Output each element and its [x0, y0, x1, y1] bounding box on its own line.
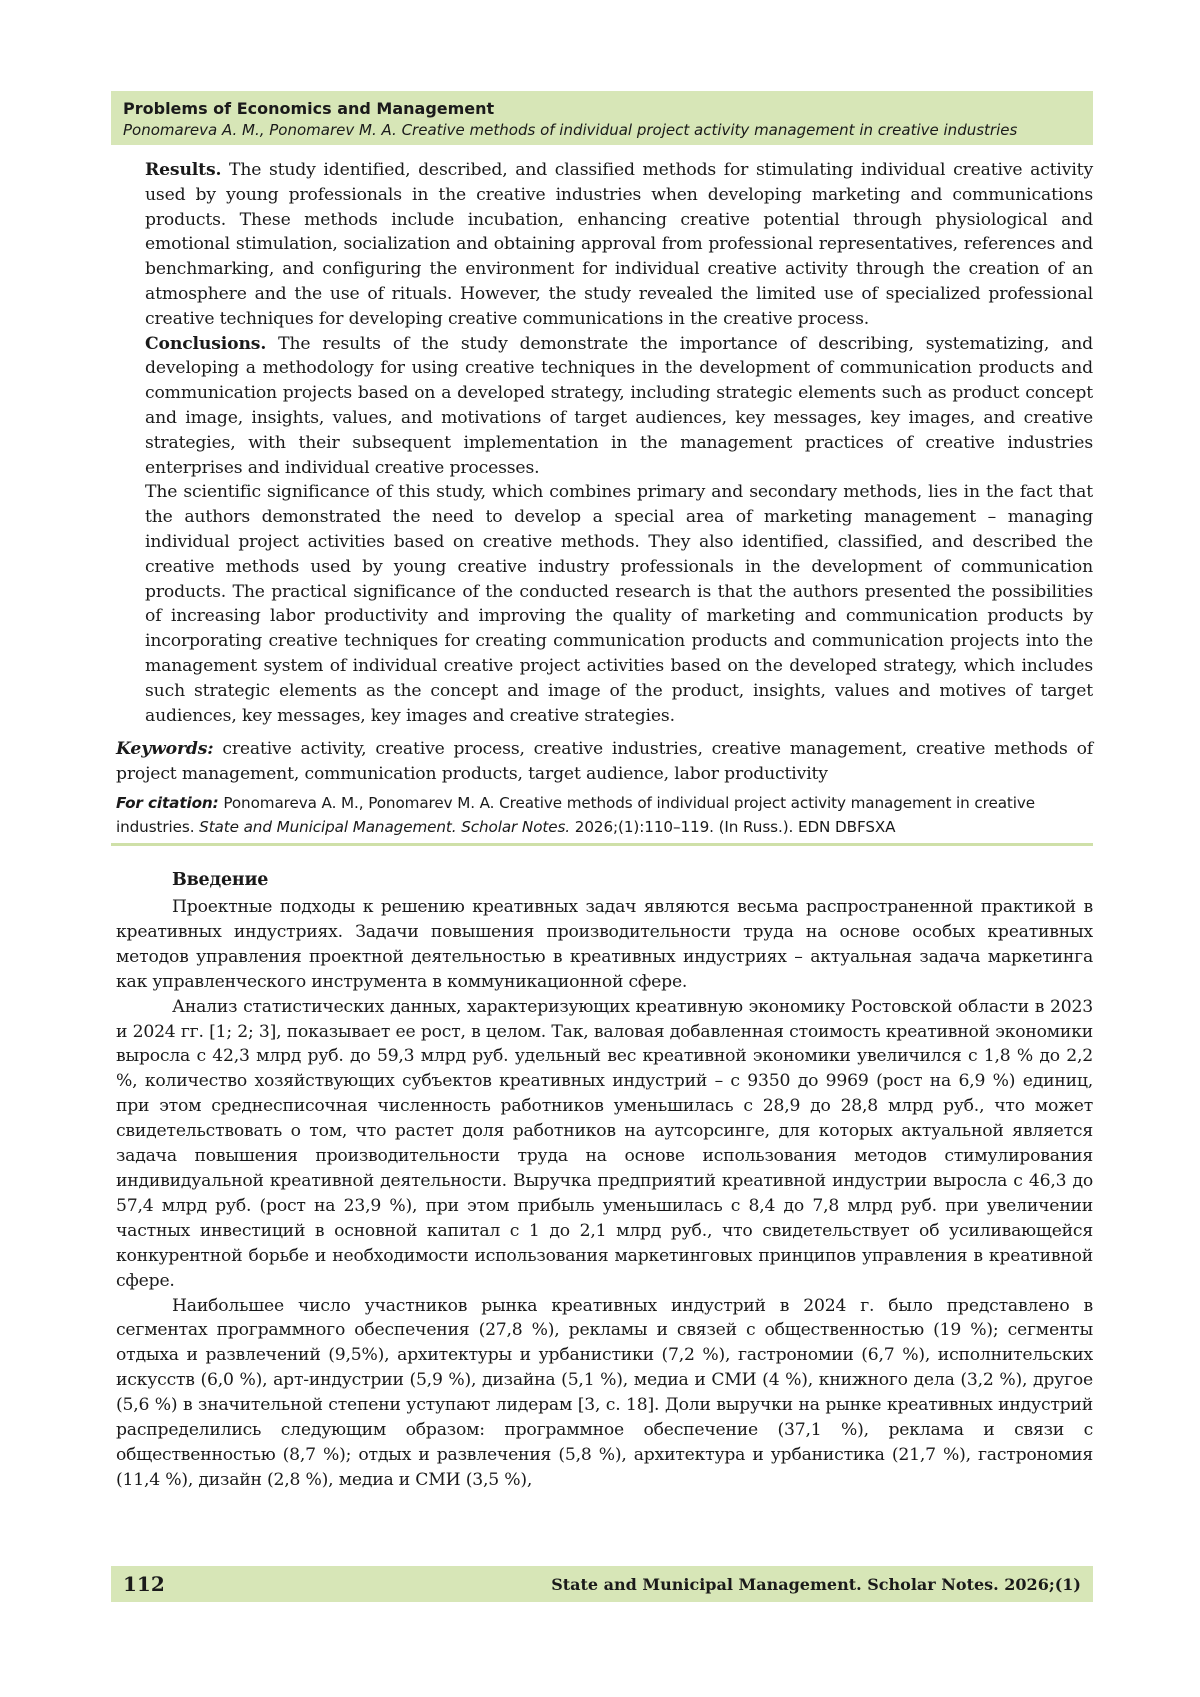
- page-number: 112: [123, 1572, 165, 1596]
- citation-details: 2026;(1):110–119. (In Russ.). EDN DBFSXA: [570, 818, 896, 836]
- section-heading: Введение: [172, 870, 269, 890]
- citation-journal: State and Municipal Management. Scholar Notes.: [199, 818, 571, 836]
- citation: [116, 791, 1093, 839]
- journal-section-title: Problems of Economics and Management: [123, 99, 495, 118]
- conclusions-text: The results of the study demonstrate the importance of describing, systematizing, and developing a methodology for using creative techniques in the development of communication products and communication projects based on a developed strategy, including strategic elements such as product concept and image, insights, values, and motivations of target audiences, key messages, key images, and creative strategies, with their subsequent implementation in the management practices of creative industries enterprises and individual creative processes.: [145, 333, 1093, 478]
- conclusions-label: Conclusions.: [145, 333, 267, 354]
- body-paragraph: Наибольшее число участников рынка креативных индустрий в 2024 г. было представлено в сегментах программного обеспечения (27,8 %), рекламы и связей с общественностью (19 %); сегменты отдыха и развлечений (9,5%), архитектуры и урбанистики (7,2 %), гастрономии (6,7 %), исполнительских искусств (6,0 %), арт-индустрии (5,9 %), дизайна (5,1 %), медиа и СМИ (4 %), книжного дела (3,2 %), другое (5,6 %) в значительной степени уступают лидерам [3, с. 18]. Доли выручки на рынке креативных индустрий распределились следующим образом: программное обеспечение (37,1 %), реклама и связи с общественностью (8,7 %); отдых и развлечения (5,8 %), архитектура и урбанистика (21,7 %), гастрономия (11,4 %), дизайн (2,8 %), медиа и СМИ (3,5 %),: [116, 1295, 1093, 1490]
- running-title: Ponomareva A. M., Ponomarev M. A. Creative methods of individual project activity management in creative industries: [123, 121, 1018, 139]
- citation-text: Ponomareva A. M., Ponomarev M. A. Creative methods of individual project activity management in creative industries.: [116, 794, 1036, 836]
- significance-paragraph: The scientific significance of this study, which combines primary and secondary methods, lies in the fact that the authors demonstrated the need to develop a special area of marketing management – managing individual project activities based on creative methods. They also identified, classified, and described the creative methods used by young creative industry professionals in the development of communication products. The practical significance of the conducted research is that the authors presented the possibilities of increasing labor productivity and improving the quality of marketing and communication products by incorporating creative techniques for creating communication products and communication projects into the management system of individual creative project activities based on the developed strategy, which includes such strategic elements as the concept and image of the product, insights, values and motives of target audiences, key messages, key images and creative strategies.: [145, 482, 1093, 726]
- divider: [111, 843, 1093, 846]
- results-label: Results.: [145, 160, 222, 180]
- results-text: The study identified, described, and classified methods for stimulating individual creative activity used by young professionals in the creative industries when developing marketing and communications products. These methods include incubation, enhancing creative potential through physiological and emotional stimulation, socialization and obtaining approval from professional representatives, references and benchmarking, and configuring the environment for individual creative activity through the creation of an atmosphere and the use of rituals. However, the study revealed the limited use of specialized professional creative techniques for developing creative communications in the creative process.: [145, 160, 1093, 329]
- body-paragraph: Анализ статистических данных, характеризующих креативную экономику Ростовской области в 2023 и 2024 гг. [1; 2; 3], показывает ее рост, в целом. Так, валовая добавленная стоимость креативной экономики выросла с 42,3 млрд руб. до 59,3 млрд руб. удельный вес креативной экономики увеличился с 1,8 % до 2,2 %, количество хозяйствующих субъектов креативных индустрий – с 9350 до 9969 (рост на 6,9 %) единиц, при этом среднесписочная численность работников уменьшилась с 28,9 до 28,8 млрд руб., что может свидетельствовать о том, что растет доля работников на аутсорсинге, для которых актуальной является задача повышения производительности труда на основе использования методов стимулирования индивидуальной креативной деятельности. Выручка предприятий креативной индустрии выросла с 46,3 до 57,4 млрд руб. (рост на 23,9 %), при этом прибыль уменьшилась с 8,4 до 7,8 млрд руб. при увеличении частных инвестиций в основной капитал с 1 до 2,1 млрд руб., что свидетельствует об усиливающейся конкурентной борьбе и необходимости использования маркетинговых принципов управления в креативной сфере.: [116, 996, 1093, 1291]
- citation-label: For citation:: [116, 794, 219, 812]
- keywords-text: creative activity, creative process, creative industries, creative management, creative methods of project management, communication products, target audience, labor productivity: [116, 739, 1093, 784]
- keywords: [116, 737, 1093, 787]
- main-body: [116, 868, 1093, 1493]
- keywords-label: Keywords:: [116, 739, 214, 759]
- running-header: [111, 91, 1093, 145]
- page-footer: [111, 1566, 1093, 1602]
- footer-journal: State and Municipal Management. Scholar Notes. 2026;(1): [551, 1574, 1081, 1594]
- abstract-block: [145, 158, 1093, 728]
- results-paragraph: [145, 158, 1093, 332]
- conclusions-paragraph: [145, 332, 1093, 481]
- body-paragraph: Проектные подходы к решению креативных задач являются весьма распространенной практикой в креативных индустриях. Задачи повышения производительности труда на основе особых креативных методов управления проектной деятельностью в креативных индустриях – актуальная задача маркетинга как управленческого инструмента в коммуникационной сфере.: [116, 897, 1093, 992]
